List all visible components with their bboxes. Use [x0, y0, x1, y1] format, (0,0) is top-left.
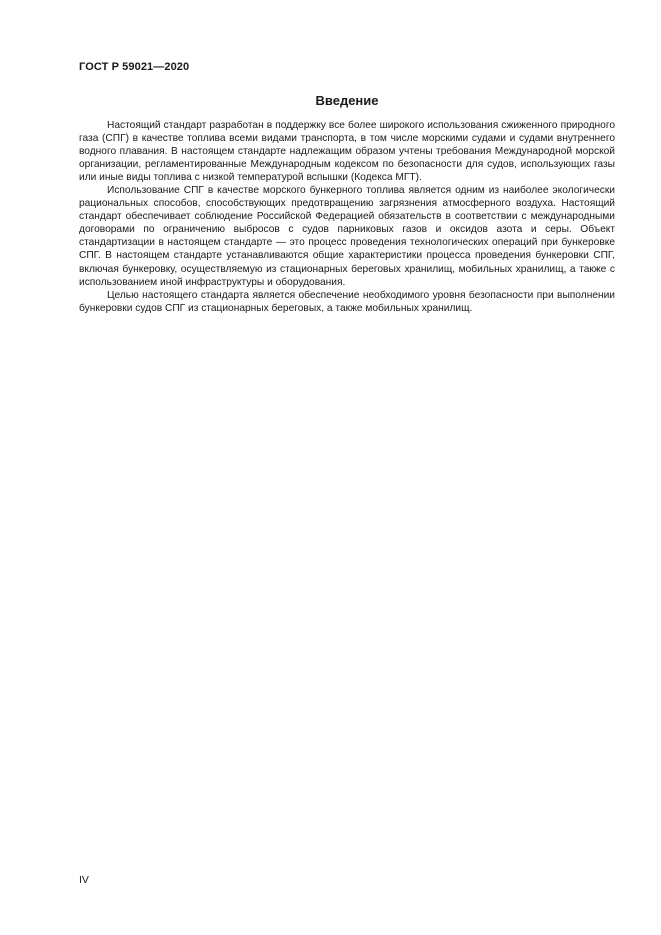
- paragraph: Целью настоящего стандарта является обеспечение необходимого уровня безопасности при выполнении бункеровки судов СПГ из стационарных береговых, а также мобильных хранилищ.: [79, 289, 615, 314]
- document-header: ГОСТ Р 59021—2020: [79, 61, 190, 73]
- page-number: IV: [79, 874, 89, 886]
- section-title: Введение: [315, 93, 379, 108]
- paragraph: Использование СПГ в качестве морского бункерного топлива является одним из наиболее экологически рациональных способов, способствующих предотвращению загрязнения атмосферного воздуха. Настоящий стандарт обеспечивает соблюдение Российской Федерацией обязательств в соответствии с международными договорами по ограничению выбросов с судов парниковых газов и оксидов азота и серы. Объект стандартизации в настоящем стандарте — это процесс проведения технологических операций при бункеровке СПГ. В настоящем стандарте устанавливаются общие характеристики процесса проведения бункеровки СПГ, включая бункеровку, осуществляемую из стационарных береговых хранилищ, мобильных хранилищ, а также с использованием иной инфраструктуры и оборудования.: [79, 185, 615, 288]
- paragraph: Настоящий стандарт разработан в поддержку все более широкого использования сжиженного природного газа (СПГ) в качестве топлива всеми видами транспорта, в том числе морскими судами и судами внутреннего водного плавания. В настоящем стандарте надлежащим образом учтены требования Международной морской организации, регламентированные Международным кодексом по безопасности для судов, использующих газы или иные виды топлива с низкой температурой вспышки (Кодекса МГТ).: [79, 120, 615, 184]
- document-body: [79, 119, 615, 315]
